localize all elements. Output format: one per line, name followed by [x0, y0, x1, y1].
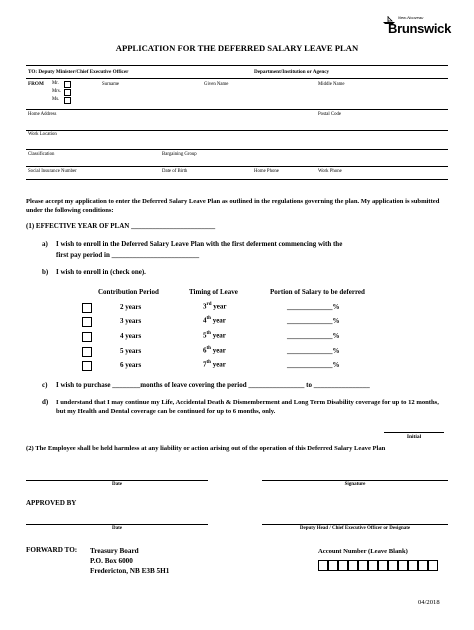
account-digit-box[interactable]	[338, 560, 348, 571]
timing-of-leave: 4th year	[203, 316, 226, 325]
timing-of-leave: 7th year	[203, 360, 226, 369]
initial-line[interactable]	[384, 432, 444, 433]
date-label-2: Date	[112, 526, 122, 531]
account-digit-box[interactable]	[408, 560, 418, 571]
forward-to-label: FORWARD TO:	[26, 546, 78, 554]
table-row	[0, 302, 474, 314]
timing-of-leave: 3rd year	[203, 302, 227, 311]
deputy-label: Deputy Head / Chief Executive Officer or Designate	[299, 526, 411, 531]
date-line-2[interactable]	[26, 524, 208, 525]
classification-label: Classification	[28, 152, 55, 157]
nb-logo	[382, 14, 462, 38]
dept-label: Department/Institution or Agency	[254, 69, 330, 75]
account-digit-box[interactable]	[318, 560, 328, 571]
item-a-line1: I wish to enroll in the Deferred Salary Leave Plan with the first deferment commencing with the	[56, 240, 343, 248]
table-row	[0, 331, 474, 343]
to-label: TO: Deputy Minister/Chief Executive Officer	[28, 69, 129, 75]
account-digit-box[interactable]	[368, 560, 378, 571]
contribution-period: 6 years	[120, 361, 142, 369]
portion-blank[interactable]: _____________%	[287, 347, 340, 355]
ms-label: Ms.	[52, 97, 60, 102]
signature-label: Signature	[344, 482, 366, 487]
account-digit-box[interactable]	[328, 560, 338, 571]
item-c-text: I wish to purchase ________months of leave covering the period ________________ to ________________	[56, 381, 370, 389]
item-a-line2: first pay period in _________________________	[56, 251, 200, 259]
item-d-text: I understand that I may continue my Life, Accidental Death & Dismemberment and Long Term Disability coverage for up to 12 months, but my Health and Dental coverage can be continued for up to 6 months, only.	[56, 399, 439, 415]
forward-address	[90, 546, 169, 576]
item-c-label: c)	[42, 381, 48, 389]
home-address-label: Home Address	[28, 112, 57, 117]
account-digit-box[interactable]	[398, 560, 408, 571]
surname-label: Surname	[102, 82, 120, 87]
option-checkbox[interactable]	[82, 332, 92, 342]
account-digit-box[interactable]	[388, 560, 398, 571]
item-b-label: b)	[42, 268, 49, 276]
option-checkbox[interactable]	[82, 303, 92, 313]
applicant-info-table	[26, 65, 448, 179]
dob-label: Date of Birth	[162, 169, 188, 174]
given-name-label: Given Name	[204, 82, 229, 87]
logo-small-text: New-Nouveau	[398, 15, 424, 20]
contribution-period: 4 years	[120, 332, 142, 340]
contribution-period: 2 years	[120, 303, 142, 311]
account-digit-box[interactable]	[378, 560, 388, 571]
mrs-checkbox[interactable]	[64, 89, 71, 96]
mr-label: Mr.	[52, 81, 59, 86]
portion-blank[interactable]: _____________%	[287, 332, 340, 340]
mrs-label: Mrs.	[52, 89, 61, 94]
ms-checkbox[interactable]	[64, 97, 71, 104]
item-a-label: a)	[42, 240, 48, 248]
form-version: 04/2018	[418, 599, 440, 606]
portion-blank[interactable]: _____________%	[287, 303, 340, 311]
option-checkbox[interactable]	[82, 347, 92, 357]
bargaining-group-label: Bargaining Group	[162, 152, 197, 157]
account-number-boxes	[318, 560, 448, 572]
portion-blank[interactable]: _____________%	[287, 361, 340, 369]
work-phone-label: Work Phone	[318, 169, 342, 174]
from-label: FROM	[28, 81, 44, 87]
account-digit-box[interactable]	[428, 560, 438, 571]
logo-main-text: Brunswick	[388, 21, 452, 36]
header-portion: Portion of Salary to be deferred	[270, 288, 365, 296]
deputy-signature-line[interactable]	[262, 524, 448, 525]
work-location-label: Work Location	[28, 132, 57, 137]
contribution-period: 3 years	[120, 317, 142, 325]
forward-line-3: Fredericton, NB E3B 5H1	[90, 567, 170, 575]
account-number-label: Account Number (Leave Blank)	[318, 548, 408, 555]
initial-label: Initial	[406, 434, 422, 440]
timing-of-leave: 6th year	[203, 346, 226, 355]
option-checkbox[interactable]	[82, 317, 92, 327]
table-row	[0, 360, 474, 372]
table-row	[0, 346, 474, 358]
account-digit-box[interactable]	[358, 560, 368, 571]
signature-line[interactable]	[262, 480, 448, 481]
forward-line-1: Treasury Board	[90, 547, 139, 555]
item-d-label: d)	[42, 398, 49, 406]
table-row	[0, 316, 474, 328]
header-contribution-period: Contribution Period	[98, 288, 159, 296]
intro-paragraph: Please accept my application to enter the Deferred Salary Leave Plan as outlined in the regulations governing the plan. My application is submitted under the following conditions:	[26, 198, 440, 214]
account-digit-box[interactable]	[348, 560, 358, 571]
postal-code-label: Postal Code	[318, 112, 342, 117]
middle-name-label: Middle Name	[318, 82, 345, 87]
portion-blank[interactable]: _____________%	[287, 317, 340, 325]
timing-of-leave: 5th year	[203, 331, 226, 340]
section-1-heading: (1) EFFECTIVE YEAR OF PLAN ________________________	[26, 222, 216, 230]
account-digit-box[interactable]	[418, 560, 428, 571]
approved-by-label: APPROVED BY	[26, 499, 77, 507]
header-timing-of-leave: Timing of Leave	[189, 288, 238, 296]
sin-label: Social Insurance Number	[28, 169, 77, 174]
section-2-text: (2) The Employee shall be held harmless at any liability or action arising out of the operation of this Deferred Salary Leave Plan	[26, 445, 386, 452]
item-b-text: I wish to enroll in (check one).	[56, 268, 146, 276]
mr-checkbox[interactable]	[64, 81, 71, 88]
page-title: APPLICATION FOR THE DEFERRED SALARY LEAVE PLAN	[115, 43, 359, 53]
date-line-1[interactable]	[26, 480, 208, 481]
contribution-period: 5 years	[120, 347, 142, 355]
date-label-1: Date	[112, 482, 122, 487]
forward-line-2: P.O. Box 6000	[90, 557, 133, 565]
home-phone-label: Home Phone	[254, 169, 279, 174]
option-checkbox[interactable]	[82, 361, 92, 371]
